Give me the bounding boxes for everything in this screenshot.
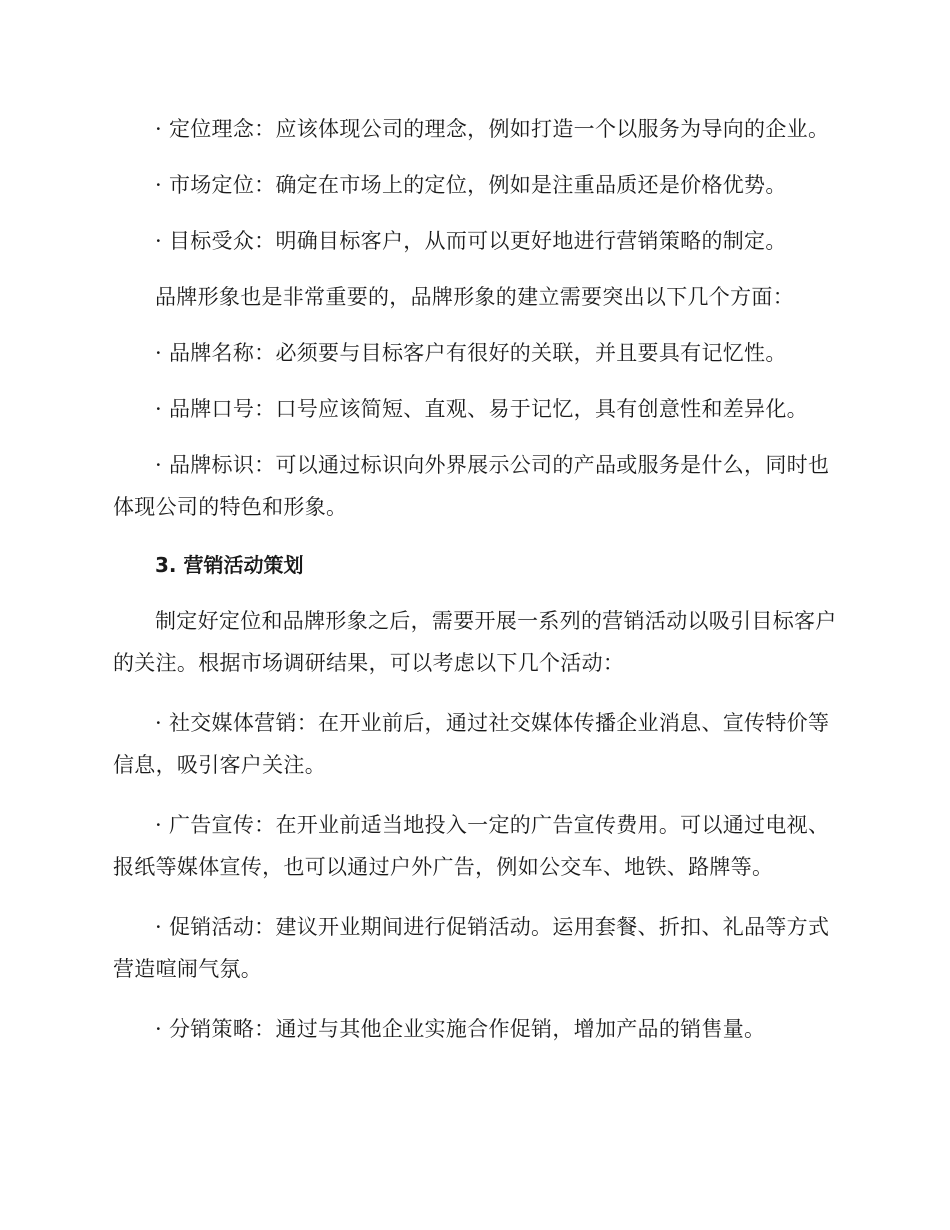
paragraph-market-positioning: · 市场定位：确定在市场上的定位，例如是注重品质还是价格优势。 <box>155 173 787 197</box>
paragraph-brand-slogan: · 品牌口号：口号应该简短、直观、易于记忆，具有创意性和差异化。 <box>155 397 808 421</box>
paragraph-activities-intro: 制定好定位和品牌形象之后，需要开展一系列的营销活动以吸引目标客户的关注。根据市场调研结果，可以考虑以下几个活动： <box>113 609 837 675</box>
paragraph-social-media-marketing: · 社交媒体营销：在开业前后，通过社交媒体传播企业消息、宣传特价等信息，吸引客户关注。 <box>113 711 830 777</box>
paragraph-positioning-concept: · 定位理念：应该体现公司的理念，例如打造一个以服务为导向的企业。 <box>155 117 830 141</box>
section-heading-marketing-activities: 3. 营销活动策划 <box>155 553 304 577</box>
document-page <box>113 108 838 1050</box>
paragraph-distribution-strategy: · 分销策略：通过与其他企业实施合作促销，增加产品的销售量。 <box>155 1017 766 1041</box>
paragraph-promotions: · 促销活动：建议开业期间进行促销活动。运用套餐、折扣、礼品等方式营造喧闹气氛。 <box>113 915 830 981</box>
paragraph-advertising: · 广告宣传：在开业前适当地投入一定的广告宣传费用。可以通过电视、报纸等媒体宣传，也可以通过户外广告，例如公交车、地铁、路牌等。 <box>113 813 830 879</box>
paragraph-brand-name: · 品牌名称：必须要与目标客户有很好的关联，并且要具有记忆性。 <box>155 341 787 365</box>
paragraph-brand-image-intro: 品牌形象也是非常重要的，品牌形象的建立需要突出以下几个方面： <box>155 285 794 309</box>
paragraph-target-audience: · 目标受众：明确目标客户，从而可以更好地进行营销策略的制定。 <box>155 229 787 253</box>
paragraph-brand-logo: · 品牌标识：可以通过标识向外界展示公司的产品或服务是什么，同时也体现公司的特色和形象。 <box>113 453 830 519</box>
